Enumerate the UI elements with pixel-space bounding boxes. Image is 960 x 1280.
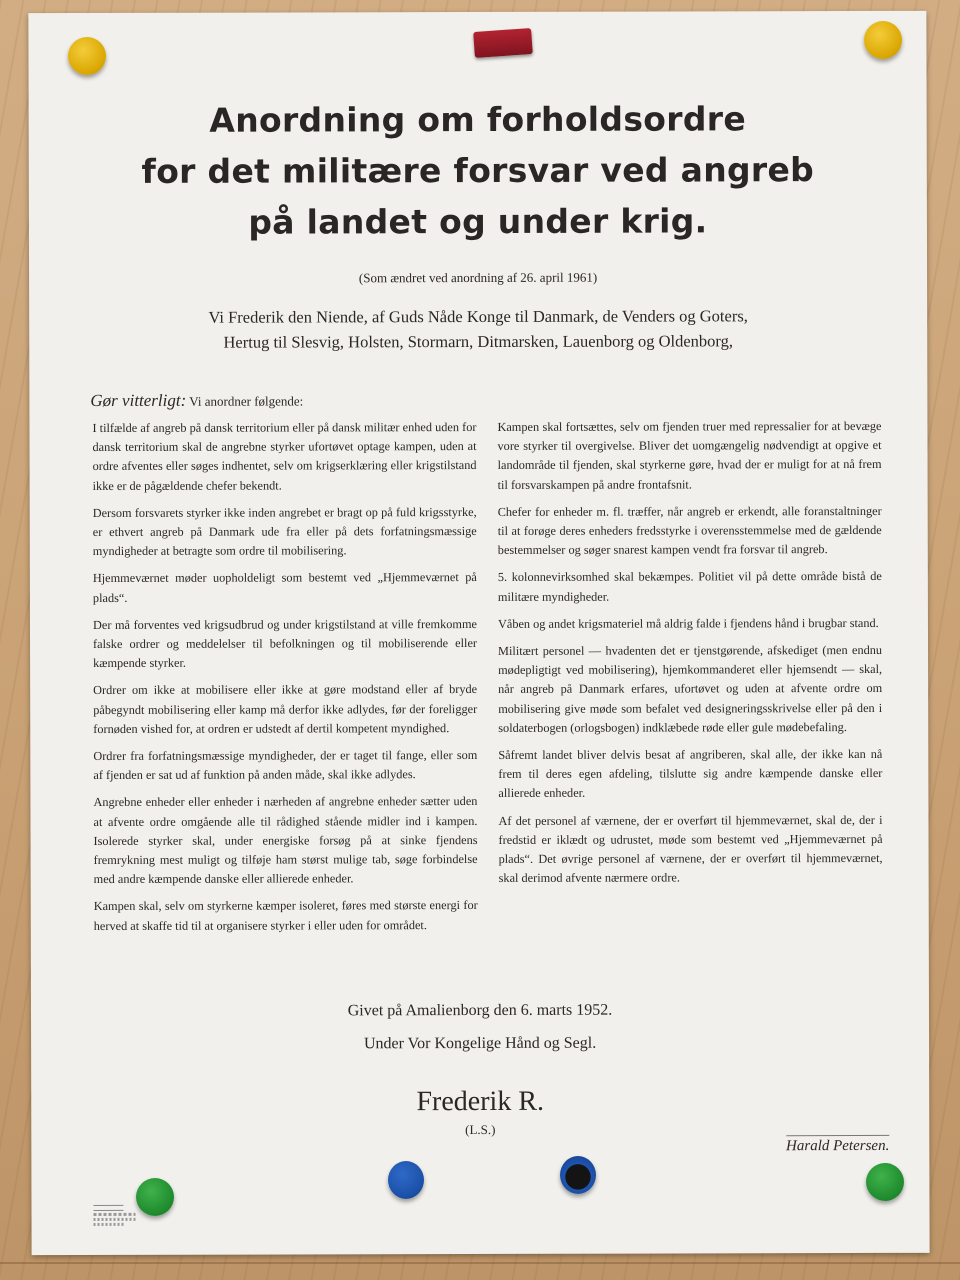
amended-note: (Som ændret ved anordning af 26. april 1961) [358,269,598,286]
locus-sigilli: (L.S.) [465,1121,496,1138]
red-eraser [473,28,533,58]
intro [90,390,303,411]
paragraph: Angrebne enheder eller enheder i nærheden af angrebne enheder sætter uden at afvente ordre omgående alle til rådighed stående midler ind i kampen. Isolerede styrker skal, under energiske forsøg på at sinke fjendens fremrykning mest muligt og tilføje ham størst mulige tab, søge forbindelse med andre kæmpende danske eller allierede enheder. [93,794,478,887]
paragraph: Såfremt landet bliver delvis besat af angriberen, skal alle, der ikke kan nå frem til deres egen afdeling, tilslutte sig andre kæmpende danske eller allierede enheder. [498,746,883,801]
paragraph: Militært personel — hvadenten det er tjenstgørende, afskediget (men endnu mødepligtigt ved mobilisering), hjemkommanderet eller hjemsendt — skal, når angreb på Danmark erfares, ufortøvet og uden at afvente ordre om mobilisering give møde som befalet ved designeringsskrivelse eller på den i soldaterbogen (orlogsbogen) indklæbede røde eller gule mødebefaling. [498,642,883,735]
preamble-line: Hertug til Slesvig, Holsten, Stormarn, Ditmarsken, Lauenborg og Oldenborg, [223,331,733,352]
given-date: Givet på Amalienborg den 6. marts 1952. [347,1001,613,1020]
right-column [497,417,882,896]
paragraph: Der må forventes ved krigsudbrud og under krigstilstand at ville fremkomme falske ordrer og meddelelser til befolkningen og til mobiliserende eller kæmpende styrker. [92,616,478,671]
paragraph: 5. kolonnevirksomhed skal bekæmpes. Politiet vil på dette område bistå de militære myndigheder. [497,569,882,604]
paragraph: Våben og andet krigsmateriel må aldrig falde i fjendens hånd i brugbar stand. [497,615,879,631]
printer-mark [93,1205,143,1226]
preamble-line: Vi Frederik den Niende, af Guds Nåde Konge til Danmark, de Venders og Goters, [208,306,748,327]
yellow-magnet [68,37,106,75]
title-line: på landet og under krig. [248,201,708,242]
paragraph: Ordrer om ikke at mobilisere eller ikke at gøre modstand eller af bryde påbegyndt mobilisering eller kamp må derfor ikke adlydes, før der foreligger fornøden vished for, at ordren er udstedt af dertil kompetent myndighed. [93,682,478,736]
title-line: for det militære forsvar ved angreb [141,150,815,191]
intro-text: Vi anordner følgende: [189,393,304,409]
blue-magnet [388,1161,424,1199]
under-hand: Under Vor Kongelige Hånd og Segl. [363,1034,597,1053]
blue-black-magnet [560,1156,596,1194]
paragraph: Dersom forsvarets styrker ikke inden angrebet er bragt op på fuld krigsstyrke, er ethvert angreb på Danmark ude fra eller på dets forfatningsmæssige myndigheder at betragte som ordre til mobilisering. [92,504,477,559]
paragraph: Hjemmeværnet møder uopholdeligt som bestemt ved „Hjemmeværnet på plads“. [92,570,477,605]
king-signature: Frederik R. [416,1085,545,1118]
left-column [92,418,477,944]
green-magnet [866,1163,904,1201]
paragraph: Kampen skal, selv om styrkerne kæmper isoleret, føres med største energi for herved at skaffe tid til at organisere styrker i eller uden for området. [93,898,478,933]
yellow-magnet [864,21,902,59]
paragraph: Kampen skal fortsættes, selv om fjenden truer med repressalier for at bevæge vore styrker til overgivelse. Bliver det uomgængelig nødvendigt at opgive et landområde til fjenden, skal styrkerne gøre, hvad der er muligt for at nå frem til forsvarskampen på andre frontafsnit. [497,418,882,492]
paragraph: Chefer for enheder m. fl. træffer, når angreb er erkendt, alle foranstaltninger til at forøge deres enheders fredsstyrke i overensstemmelse med de gældende bestemmelser og søger snarest kampen vendt fra forsvar til angreb. [497,503,882,558]
paragraph: Af det personel af værnene, der er overført til hjemmeværnet, skal de, der i fredstid er iklædt og udrustet, møde som bestemt ved „Hjemmeværnet på plads“. Det øvrige personel af værnene, der er overført til hjemmeværnet, skal derimod afvente nærmere ordre. [498,812,883,886]
preamble [29,303,927,355]
poster [28,11,929,1255]
paragraph: Ordrer fra forfatningsmæssige myndigheder, der er taget til fange, eller som af fjenden er sat ud af funktion på anden måde, skal ikke adlydes. [93,748,478,783]
paragraph: I tilfælde af angreb på dansk territorium eller på dansk militær enhed uden for dansk territorium skal de angrebne styrker ufortøvet optage kampen, uden at ordre afventes eller søges indhentet, selv om krigserklæring eller krigstilstand ikke er de pågældende chefer bekendt. [92,420,477,493]
intro-lead: Gør vitterligt: [90,390,187,411]
green-magnet [136,1178,174,1216]
title-line: Anordning om forholdsordre [209,99,747,140]
minister-signature: Harald Petersen. [786,1135,889,1155]
page-title [29,93,927,248]
